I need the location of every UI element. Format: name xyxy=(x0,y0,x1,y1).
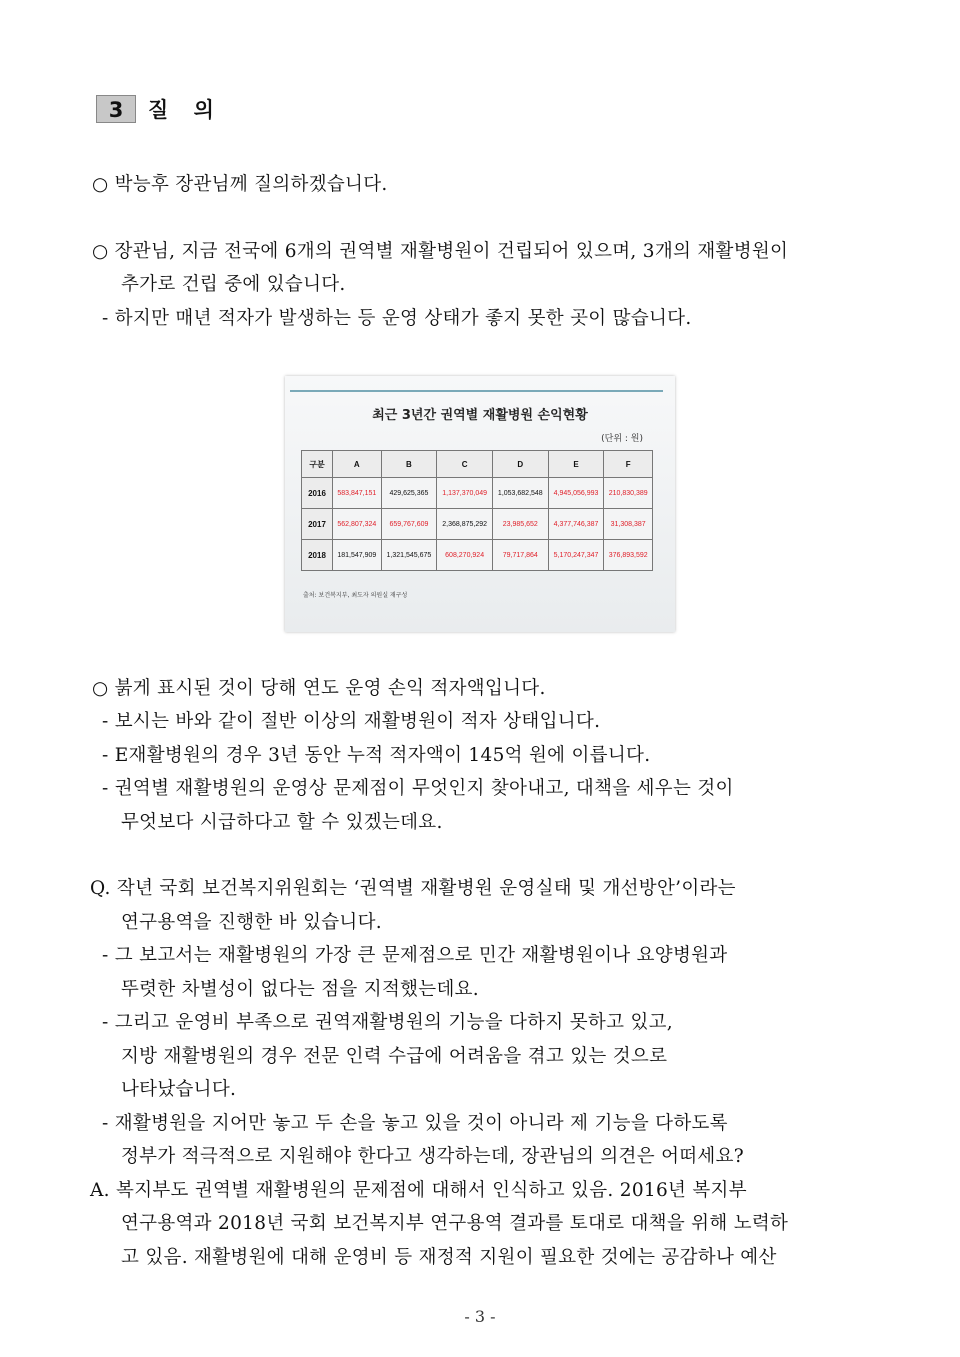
deficit-value-cell: 376,893,592 xyxy=(604,540,653,571)
figure-title: 최근 3년간 권역별 재활병원 손익현황 xyxy=(372,408,588,423)
table-row xyxy=(302,509,653,540)
figure-source: 출처: 보건복지부, 최도자 의원실 재구성 xyxy=(303,592,408,599)
text-line: 뚜렷한 차별성이 없다는 점을 지적했는데요. xyxy=(121,979,479,1000)
text-line: 연구용역을 진행한 바 있습니다. xyxy=(121,912,382,933)
text-line: - 재활병원을 지어만 놓고 두 손을 놓고 있을 것이 아니라 제 기능을 다하도록 xyxy=(102,1113,728,1134)
text-line: 나타났습니다. xyxy=(121,1079,237,1100)
column-header: F xyxy=(604,451,653,478)
text-line: - 그리고 운영비 부족으로 권역재활병원의 기능을 다하지 못하고 있고, xyxy=(102,1012,673,1033)
column-header: A xyxy=(333,451,382,478)
text-line: - 보시는 바와 같이 절반 이상의 재활병원이 적자 상태입니다. xyxy=(102,711,601,732)
text-line: - 그 보고서는 재활병원의 가장 큰 문제점으로 민간 재활병원이나 요양병원과 xyxy=(102,945,728,966)
deficit-value-cell: 608,270,924 xyxy=(437,540,493,571)
text-line: - E재활병원의 경우 3년 동안 누적 적자액이 145억 원에 이릅니다. xyxy=(102,745,651,766)
deficit-value-cell: 31,308,387 xyxy=(604,509,653,540)
value-cell: 1,053,682,548 xyxy=(492,478,548,509)
page-number: - 3 - xyxy=(464,1307,496,1326)
section-title: 질 의 xyxy=(148,98,223,122)
deficit-value-cell: 23,985,652 xyxy=(492,509,548,540)
year-cell: 2016 xyxy=(302,478,333,509)
text-line: ○ 붉게 표시된 것이 당해 연도 운영 손익 적자액입니다. xyxy=(92,678,546,699)
text-line: 연구용역과 2018년 국회 보건복지부 연구용역 결과를 토대로 대책을 위해 노력하 xyxy=(121,1213,789,1234)
deficit-value-cell: 1,137,370,049 xyxy=(437,478,493,509)
value-cell: 181,547,909 xyxy=(333,540,382,571)
text-line: A. 복지부도 권역별 재활병원의 문제점에 대해서 인식하고 있음. 2016년 복지부 xyxy=(90,1180,747,1201)
figure-rule xyxy=(290,390,663,392)
value-cell: 429,625,365 xyxy=(381,478,437,509)
column-header: 구분 xyxy=(302,451,333,478)
text-line: - 권역별 재활병원의 운영상 문제점이 무엇인지 찾아내고, 대책을 세우는 것이 xyxy=(102,778,734,799)
deficit-value-cell: 210,830,389 xyxy=(604,478,653,509)
text-line: 정부가 적극적으로 지원해야 한다고 생각하는데, 장관님의 의견은 어떠세요? xyxy=(121,1146,744,1167)
profit-loss-figure xyxy=(285,376,675,632)
column-header: D xyxy=(492,451,548,478)
column-header: C xyxy=(437,451,493,478)
year-cell: 2017 xyxy=(302,509,333,540)
table-header-row xyxy=(302,451,653,478)
profit-loss-table xyxy=(301,450,653,571)
deficit-value-cell: 5,170,247,347 xyxy=(548,540,604,571)
text-line: Q. 작년 국회 보건복지위원회는 ‘권역별 재활병원 운영실태 및 개선방안’이라는 xyxy=(90,878,736,899)
column-header: E xyxy=(548,451,604,478)
deficit-value-cell: 583,847,151 xyxy=(333,478,382,509)
year-cell: 2018 xyxy=(302,540,333,571)
text-line: ○ 장관님, 지금 전국에 6개의 권역별 재활병원이 건립되어 있으며, 3개의 재활병원이 xyxy=(92,241,789,262)
text-line: 추가로 건립 중에 있습니다. xyxy=(121,274,346,295)
text-line: 지방 재활병원의 경우 전문 인력 수급에 어려움을 겪고 있는 것으로 xyxy=(121,1046,668,1067)
section-number: 3 xyxy=(96,95,136,123)
deficit-value-cell: 79,717,864 xyxy=(492,540,548,571)
value-cell: 1,321,545,675 xyxy=(381,540,437,571)
figure-unit: (단위 : 원) xyxy=(601,434,643,444)
deficit-value-cell: 659,767,609 xyxy=(381,509,437,540)
text-line: - 하지만 매년 적자가 발생하는 등 운영 상태가 좋지 못한 곳이 많습니다. xyxy=(102,308,692,329)
text-line: 무엇보다 시급하다고 할 수 있겠는데요. xyxy=(121,812,443,833)
table-row xyxy=(302,478,653,509)
value-cell: 2,368,875,292 xyxy=(437,509,493,540)
deficit-value-cell: 4,945,056,993 xyxy=(548,478,604,509)
section-heading xyxy=(96,94,223,124)
text-line: ○ 박능후 장관님께 질의하겠습니다. xyxy=(92,174,388,195)
column-header: B xyxy=(381,451,437,478)
deficit-value-cell: 4,377,746,387 xyxy=(548,509,604,540)
table-row xyxy=(302,540,653,571)
text-line: 고 있음. 재활병원에 대해 운영비 등 재정적 지원이 필요한 것에는 공감하나 예산 xyxy=(121,1247,777,1268)
deficit-value-cell: 562,807,324 xyxy=(333,509,382,540)
